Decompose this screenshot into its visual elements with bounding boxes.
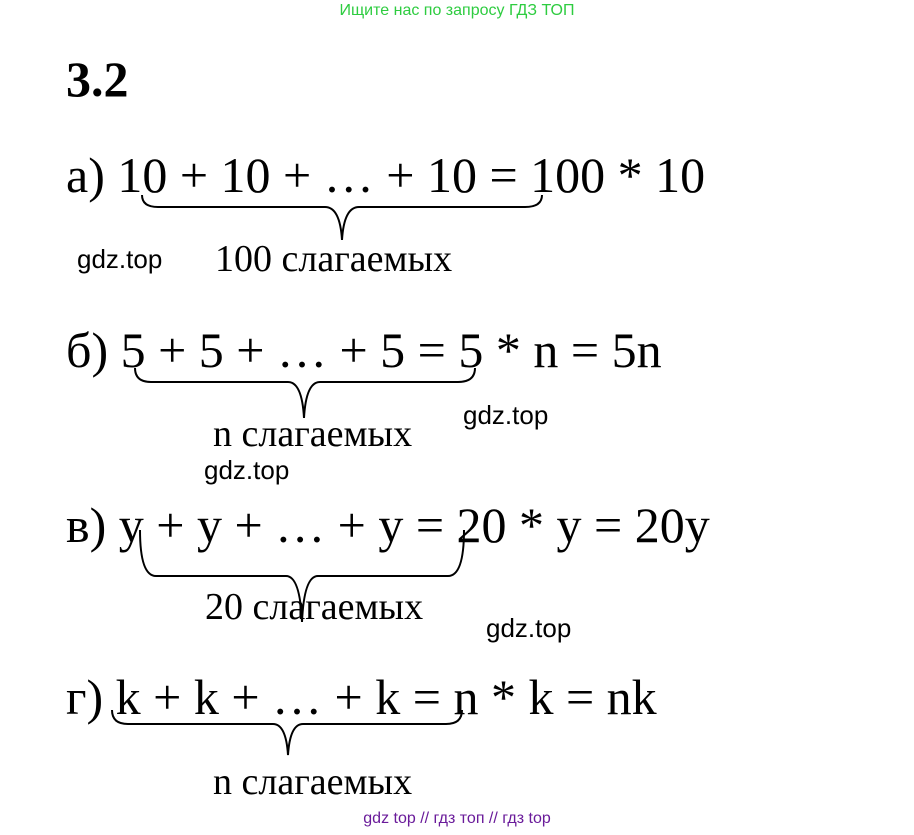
watermark: gdz.top (204, 455, 290, 485)
search-hint-banner: Ищите нас по запросу ГДЗ ТОП (339, 2, 575, 19)
watermark: gdz.top (463, 400, 549, 430)
watermark: gdz.top (77, 244, 163, 274)
brace-label-b: n слагаемых (213, 413, 413, 455)
watermark: gdz.top (486, 613, 572, 643)
brace-label-c: 20 слагаемых (205, 586, 424, 628)
footer-links[interactable]: gdz top // гдз топ // гдз top (363, 810, 551, 827)
equation-a: а) 10 + 10 + … + 10 = 100 * 10 (66, 147, 706, 203)
task-number: 3.2 (66, 51, 129, 107)
equation-b: б) 5 + 5 + … + 5 = 5 * n = 5n (66, 322, 662, 378)
equation-d: г) k + k + … + k = n * k = nk (66, 669, 657, 725)
brace-label-a: 100 слагаемых (215, 238, 453, 280)
brace-label-d: n слагаемых (213, 761, 413, 803)
brace-d (110, 710, 465, 760)
equation-c: в) y + y + … + y = 20 * y = 20y (66, 497, 710, 553)
